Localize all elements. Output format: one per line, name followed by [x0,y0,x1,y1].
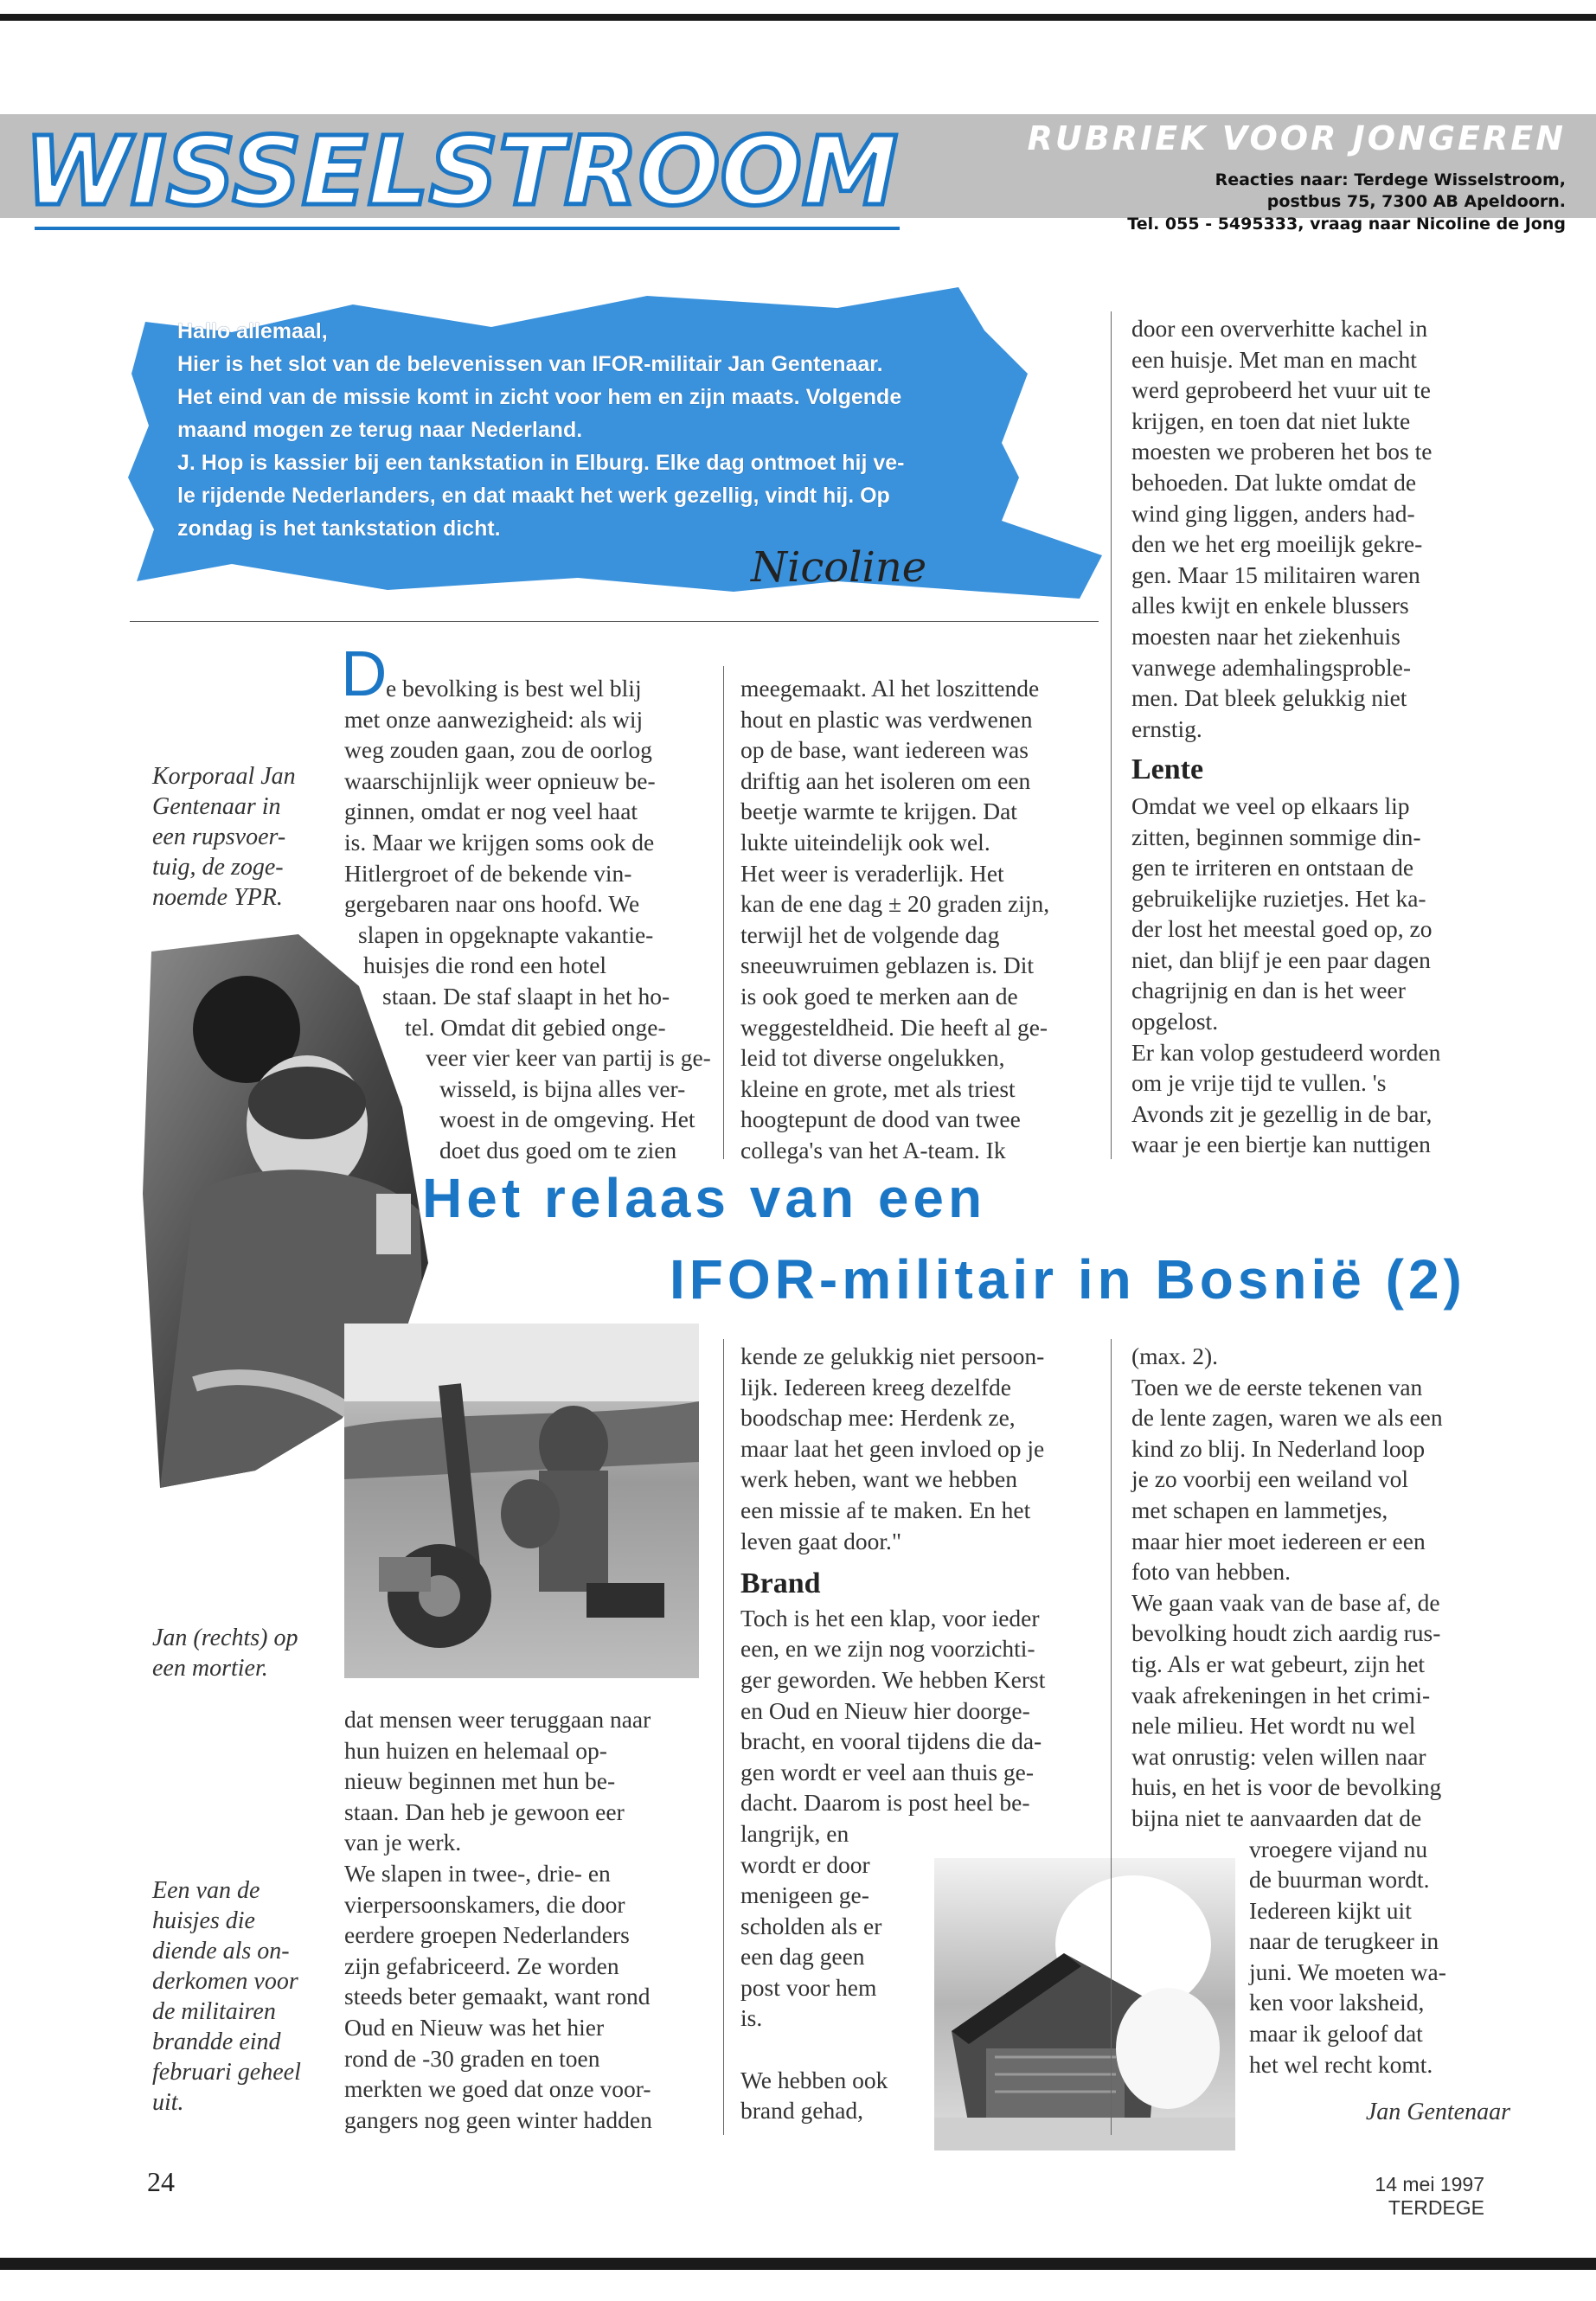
text-line: We hebben ook [740,2066,888,2093]
article-col3-bottom [1131,1341,1512,2080]
text-line: kleine en grote, met als triest [740,1074,1016,1102]
text-line: kind zo blij. In Nederland loop [1131,1434,1426,1462]
text-line: gen te irriteren en ontstaan de [1131,854,1414,881]
text-line: scholden als er [740,1912,882,1939]
text-line: een missie af te maken. En het [740,1496,1031,1523]
text-line: wisseld, is bijna alles ver- [439,1074,686,1102]
caption-line: Een van de [152,1877,260,1904]
headline-line-1: Het relaas van een [422,1167,987,1229]
text-line: vaak afrekeningen in het crimi- [1131,1681,1431,1708]
text-line: leven gaat door." [740,1527,902,1554]
text-line: maar hier moet iedereen er een [1131,1527,1426,1554]
text-line: zitten, beginnen sommige din- [1131,823,1421,850]
text-line: met schapen en lammetjes, [1131,1496,1388,1523]
contact-line-3: Tel. 055 - 5495333, vraag naar Nicoline de Jong [1127,215,1566,234]
text-line: terwijl het de volgende dag [740,920,1000,948]
text-line: rond de -30 graden en toen [344,2044,600,2072]
text-line: gen. Maar 15 militairen waren [1131,561,1420,588]
text-line: der lost het meestal goed op, zo [1131,915,1433,943]
text-line: alles kwijt en enkele blussers [1131,592,1409,619]
text-line: dacht. Daarom is post heel be- [740,1789,1030,1817]
text-line: tel. Omdat dit gebied onge- [405,1013,666,1041]
article-col1-top [344,673,716,1166]
heading-brand: Brand [740,1567,821,1600]
text-line: menigeen ge- [740,1881,869,1909]
caption-line: uit. [152,2089,184,2116]
text-line: nele milieu. Het wordt nu wel [1131,1712,1416,1740]
drop-cap: D [341,638,388,709]
text-line: men. Dat bleek gelukkig niet [1131,684,1407,712]
text-line: vierpersoonskamers, die door [344,1890,625,1918]
text-line: moesten naar het ziekenhuis [1131,622,1401,650]
caption-line: Gentenaar in [152,793,281,820]
text-line: waar je een biertje kan nuttigen [1131,1131,1431,1158]
text-line: maar laat het geen invloed op je [740,1434,1045,1462]
text-line: weg zouden gaan, zou de oorlog [344,736,652,764]
text-line: hoogtepunt de dood van twee [740,1106,1021,1133]
column-divider [723,1339,724,2135]
intro-line: Het eind van de missie komt in zicht voor hem en zijn maats. Volgende [177,385,902,409]
text-line: wind ging liggen, anders had- [1131,499,1415,527]
caption-line: Jan (rechts) op [152,1625,298,1651]
intro-line: Hier is het slot van de belevenissen van IFOR-militair Jan Gentenaar. [177,352,883,376]
text-line: wat onrustig: velen willen naar [1131,1742,1426,1770]
text-line: het wel recht komt. [1249,2050,1433,2078]
logo-underline [35,227,900,230]
text-line: naar de terugkeer in [1249,1927,1439,1955]
text-line: post voor hem [740,1973,877,2001]
text-line: van je werk. [344,1829,462,1856]
article-col2-bottom [740,1341,1104,2126]
section-title: RUBRIEK VOOR JONGEREN [1027,119,1566,157]
caption-line: februari geheel [152,2059,301,2086]
contact-line-1: Reacties naar: Terdege Wisselstroom, [1215,170,1566,189]
text-line: ginnen, omdat er nog veel haat [344,798,638,825]
signature-nicoline: Nicoline [751,543,927,592]
text-line: bijna niet te aanvaarden dat de [1131,1804,1422,1831]
text-line: e bevolking is best wel blij [386,675,642,702]
text-line: gergebaren naar ons hoofd. We [344,890,640,918]
text-line: behoeden. Dat lukte omdat de [1131,468,1417,496]
text-line: maar ik geloof dat [1249,2020,1423,2048]
text-line: een dag geen [740,1943,865,1971]
text-line: ernstig. [1131,715,1202,742]
text-line: bevolking houdt zich aardig rus- [1131,1619,1441,1647]
text-line: hun huizen en helemaal op- [344,1736,607,1764]
text-line: slapen in opgeknapte vakantie- [358,920,654,948]
caption-line: derkomen voor [152,1968,298,1995]
intro-line: le rijdende Nederlanders, en dat maakt het werk gezellig, vindt hij. Op [177,484,890,508]
text-line: ken voor laksheid, [1249,1989,1425,2016]
text-line: Iedereen kijkt uit [1249,1896,1412,1924]
text-line: door een oververhitte kachel in [1131,315,1428,342]
text-line: om je vrije tijd te vullen. 's [1131,1069,1387,1097]
caption-line: brandde eind [152,2029,281,2055]
text-line: juni. We moeten wa- [1249,1958,1446,1985]
text-line: werd geprobeerd het vuur uit te [1131,376,1431,404]
text-line: gebruikelijke ruzietjes. Het ka- [1131,884,1426,912]
text-line: (max. 2). [1131,1343,1219,1369]
text-line: den we het erg moeilijk gekre- [1131,530,1423,558]
text-line: Avonds zit je gezellig in de bar, [1131,1099,1433,1127]
text-line: doet dus goed om te zien [439,1136,677,1163]
text-line [740,2034,1104,2065]
caption-mortar [152,1623,360,1683]
text-line: tig. Als er wat gebeurt, zijn het [1131,1650,1426,1677]
top-border [0,14,1596,21]
intro-text [177,315,999,545]
text-line: opgelost. [1131,1008,1219,1035]
caption-line: tuig, de zoge- [152,854,284,881]
text-line: merkten we goed dat onze voor- [344,2075,651,2103]
caption-house-fire [152,1875,360,2118]
text-line: je zo voorbij een weiland vol [1131,1465,1408,1493]
text-line: foto van hebben. [1131,1558,1292,1586]
page-number: 24 [147,2166,175,2197]
text-line: Omdat we veel op elkaars lip [1131,792,1410,819]
text-line: Oud en Nieuw was het hier [344,2013,605,2041]
text-line: met onze aanwezigheid: als wij [344,705,644,733]
caption-line: een rupsvoer- [152,824,286,850]
text-line: vanwege ademhalingsproble- [1131,653,1412,681]
text-line: steeds beter gemaakt, want rond [344,1983,651,2010]
text-line: We slapen in twee-, drie- en [344,1859,611,1887]
intro-divider [130,621,1099,622]
text-line: Toch is het een klap, voor ieder [740,1604,1040,1631]
text-line: lukte uiteindelijk ook wel. [740,828,990,856]
text-line: veer vier keer van partij is ge- [426,1044,711,1072]
intro-line: J. Hop is kassier bij een tankstation in Elburg. Elke dag ontmoet hij ve- [177,451,905,475]
text-line: langrijk, en [740,1819,849,1847]
text-line: brand gehad, [740,2097,864,2125]
text-line: collega's van het A-team. Ik [740,1136,1006,1163]
text-line: eerdere groepen Nederlanders [344,1921,630,1949]
text-line: Het weer is veraderlijk. Het [740,859,1004,887]
text-line: staan. De staf slaapt in het ho- [382,982,670,1009]
text-line: gangers nog geen winter hadden [344,2106,652,2133]
text-line: sneeuwruimen geblazen is. Dit [740,952,1035,979]
intro-greeting: Hallo allemaal, [177,319,328,343]
text-line: meegemaakt. Al het loszittende [740,675,1040,702]
text-line: boodschap mee: Herdenk ze, [740,1404,1016,1432]
text-line: dat mensen weer teruggaan naar [344,1706,651,1733]
article-col1-bottom [344,1704,716,2135]
text-line: hout en plastic was verdwenen [740,705,1033,733]
heading-lente: Lente [1131,753,1204,786]
caption-ypr [152,761,351,913]
text-line: nieuw beginnen met hun be- [344,1767,616,1795]
text-line: woest in de omgeving. Het [439,1106,695,1133]
text-line: Er kan volop gestudeerd worden [1131,1038,1441,1066]
text-line: chagrijnig en dan is het weer [1131,977,1406,1004]
text-line: ger geworden. We hebben Kerst [740,1665,1046,1693]
text-line: de buurman wordt. [1249,1866,1430,1894]
svg-text:WISSELSTROOM: WISSELSTROOM [24,118,898,221]
column-divider [1111,311,1112,1159]
text-line: huisjes die rond een hotel [363,952,607,979]
text-line: beetje warmte te krijgen. Dat [740,798,1017,825]
column-divider [723,666,724,1159]
caption-line: een mortier. [152,1655,268,1682]
text-line: We gaan vaak van de base af, de [1131,1588,1440,1616]
text-line: Toen we de eerste tekenen van [1131,1373,1423,1400]
contact-line-2: postbus 75, 7300 AB Apeldoorn. [1266,192,1566,211]
article-col3-top [1131,313,1512,1160]
text-line: is ook goed te merken aan de [740,982,1018,1009]
text-line: gen wordt er veel aan thuis ge- [740,1758,1035,1785]
issue-date: 14 mei 1997 TERDEGE [1375,2173,1484,2219]
wisselstroom-logo [16,118,915,221]
article-col2-top [740,673,1104,1166]
text-line: lijk. Iedereen kreeg dezelfde [740,1373,1012,1400]
text-line: werk heben, want we hebben [740,1465,1017,1493]
caption-line: de militairen [152,1998,276,2025]
text-line: is. Maar we krijgen soms ook de [344,828,655,856]
text-line: en Oud en Nieuw hier doorge- [740,1696,1030,1724]
text-line: kan de ene dag ± 20 graden zijn, [740,890,1050,918]
caption-line: noemde YPR. [152,884,283,911]
headline-line-2: IFOR-militair in Bosnië (2) [670,1248,1466,1311]
text-line: Hitlergroet of de bekende vin- [344,859,632,887]
text-line: bracht, en vooral tijdens die da- [740,1727,1042,1755]
caption-line: diende als on- [152,1938,290,1965]
text-line: is. [740,2004,763,2032]
text-line: een huisje. Met man en macht [1131,345,1417,373]
text-line: staan. Dan heb je gewoon eer [344,1798,625,1825]
caption-line: Korporaal Jan [152,763,296,790]
text-line: wordt er door [740,1850,870,1878]
text-line: een, en we zijn nog voorzichti- [740,1635,1035,1663]
author-byline: Jan Gentenaar [1365,2099,1510,2125]
text-line: leid tot diverse ongelukken, [740,1044,1005,1072]
text-line: de lente zagen, waren we als een [1131,1404,1443,1432]
text-line: huis, en het is voor de bevolking [1131,1773,1442,1801]
bottom-border [0,2258,1596,2270]
text-line: driftig aan het isoleren om een [740,766,1031,794]
text-line: vroegere vijand nu [1249,1835,1428,1862]
caption-line: huisjes die [152,1907,255,1934]
intro-line: zondag is het tankstation dicht. [177,516,501,541]
photo-mortar [344,1324,699,1678]
text-line: op de base, want iedereen was [740,736,1029,764]
text-line: zijn gefabriceerd. Ze worden [344,1952,619,1979]
text-line: moesten we proberen het bos te [1131,438,1433,465]
text-line: weggesteldheid. Die heeft al ge- [740,1013,1048,1041]
intro-line: maand mogen ze terug naar Nederland. [177,418,583,442]
text-line: niet, dan blijf je een paar dagen [1131,945,1431,973]
text-line: waarschijnlijk weer opnieuw be- [344,766,656,794]
text-line: krijgen, en toen dat niet lukte [1131,407,1411,434]
column-divider [1111,1339,1112,2135]
text-line: kende ze gelukkig niet persoon- [740,1343,1045,1369]
